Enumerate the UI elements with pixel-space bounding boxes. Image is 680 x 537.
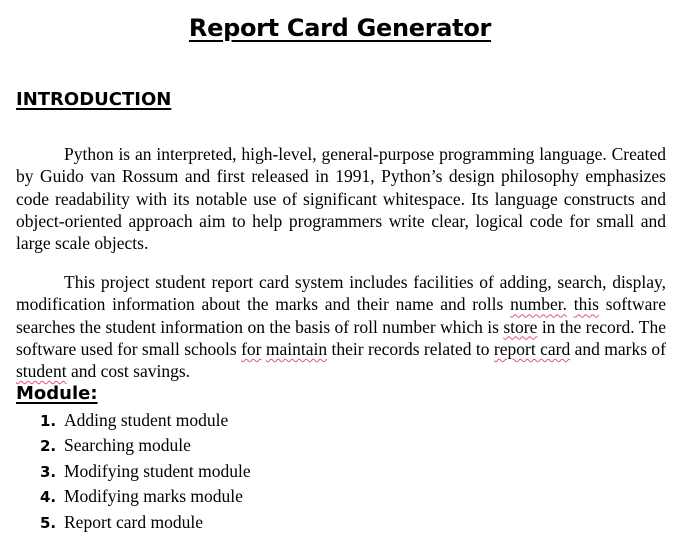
introduction-paragraph-2 — [16, 271, 666, 382]
document-title — [0, 14, 680, 42]
list-item-label: Report card module — [64, 511, 203, 532]
paragraph-text: software searches the student information on the basis of roll number which is — [16, 294, 666, 337]
spellcheck-word[interactable]: store — [503, 316, 538, 337]
paragraph-text: their records related to — [327, 338, 494, 359]
list-item — [40, 486, 251, 511]
spellcheck-word[interactable]: report card — [493, 338, 571, 359]
list-item-label: Modifying marks module — [64, 486, 243, 507]
list-number: 1. — [40, 412, 57, 430]
module-list — [40, 410, 251, 537]
document-title-text: Report Card Generator — [188, 14, 492, 42]
spellcheck-word[interactable]: student — [16, 361, 67, 382]
paragraph-text: This project student report card system includes facilities of adding, search, display, modification information about the marks and their name and rolls — [16, 272, 666, 315]
spellcheck-word[interactable]: for — [241, 338, 262, 359]
module-heading: Module: — [16, 383, 98, 404]
list-number: 2. — [40, 437, 57, 456]
list-item — [40, 512, 251, 537]
list-item — [40, 410, 251, 435]
paragraph-text: and marks of — [570, 338, 666, 359]
list-item-label: Searching module — [64, 435, 191, 456]
paragraph-text: and cost savings. — [66, 361, 191, 382]
introduction-heading: INTRODUCTION — [16, 89, 172, 110]
paragraph-text: in the record. The software used for small schools — [16, 316, 666, 359]
list-item-label: Modifying student module — [64, 460, 251, 481]
spellcheck-word[interactable]: number. — [510, 294, 567, 315]
spellcheck-word[interactable]: this — [573, 294, 599, 315]
list-item — [40, 461, 251, 486]
spellcheck-word[interactable]: maintain — [265, 338, 328, 359]
list-number: 4. — [40, 488, 57, 507]
list-number: 5. — [40, 513, 57, 532]
paragraph-text — [567, 294, 574, 314]
list-item — [40, 435, 251, 460]
list-number: 3. — [40, 462, 57, 481]
list-item-label: Adding student module — [64, 410, 229, 430]
introduction-paragraph-1: Python is an interpreted, high-level, general-purpose programming language. Created by Guido van Rossum and first released in 1991, Python’s design philosophy emphasizes code readability with its notable use of significant whitespace. Its language constructs and object-oriented approach aim to help programmers write clear, logical code for small and large scale objects. — [16, 144, 666, 254]
